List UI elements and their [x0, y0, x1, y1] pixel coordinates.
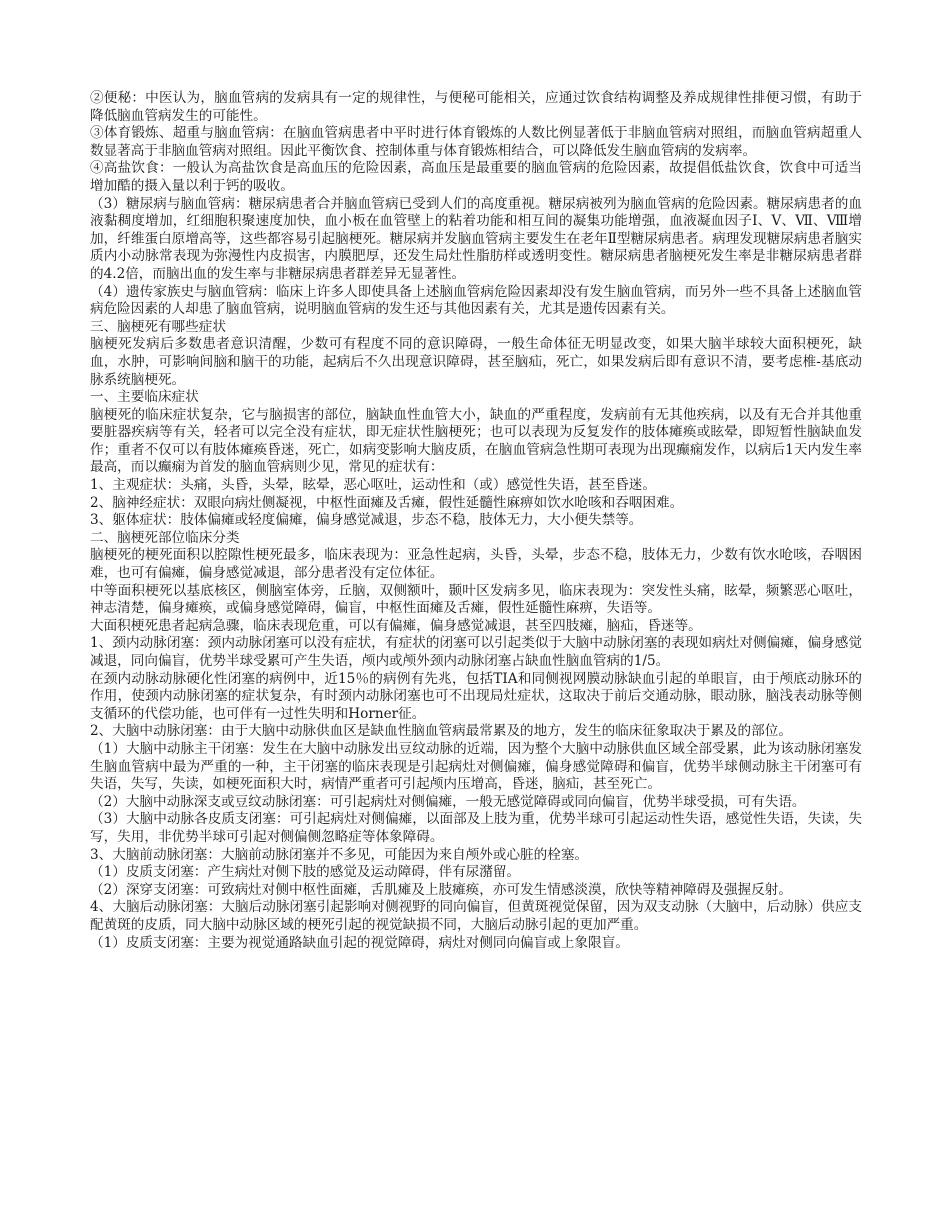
paragraph-aca-cortical-branch: （1）皮质支闭塞：产生病灶对侧下肢的感觉及运动障碍，伴有尿潴留。 [90, 864, 521, 881]
heading-location-classification: 二、脑梗死部位临床分类 [90, 529, 240, 546]
list-item-anterior-cerebral: 3、大脑前动脉闭塞：大脑前动脉闭塞并不多见，可能因为来自颅外或心脏的栓塞。 [90, 846, 589, 863]
heading-symptoms: 三、脑梗死有哪些症状 [90, 318, 226, 335]
paragraph-carotid-sclerosis: 在颈内动脉动脉硬化性闭塞的病例中，近15％的病例有先兆，包括TIA和同侧视网膜动脉缺血引起的单眼盲，由于颅底动脉环的作用，使颈内动脉闭塞的症状复杂，有时颈内动脉闭塞也可不出现局灶症状，这取决于前后交通动脉，眼动脉，脑浅表动脉等侧支循环的代偿功能，也可伴有一过性失明和Horner征。 [90, 670, 862, 722]
paragraph-mca-trunk: （1）大脑中动脉主干闭塞：发生在大脑中动脉发出豆纹动脉的近端，因为整个大脑中动脉供血区域全部受累，此为该动脉闭塞发生脑血管病中最为严重的一种，主干闭塞的临床表现是引起病灶对侧偏瘫，偏身感觉障碍和偏盲，优势半球侧动脉主干闭塞可有失语，失写，失读，如梗死面积大时，病情严重者可引起颅内压增高，昏迷，脑疝，甚至死亡。 [90, 740, 862, 793]
paragraph-heredity: （4）遗传家族史与脑血管病：临床上许多人即使具备上述脑血管病危险因素却没有发生脑血管病，而另外一些不具备上述脑血管病危险因素的人却患了脑血管病，说明脑血管病的发生还与其他因素有关，尤其是遗传因素有关。 [90, 283, 862, 318]
paragraph-exercise-overweight: ③体育锻炼、超重与脑血管病：在脑血管病患者中平时进行体育锻炼的人数比例显著低于非脑血管病对照组，而脑血管病超重人数显著高于非脑血管病对照组。因此平衡饮食、控制体重与体育锻炼相结合，可以降低发生脑血管病的发病率。 [90, 125, 862, 159]
list-item-posterior-cerebral: 4、大脑后动脉闭塞：大脑后动脉闭塞引起影响对侧视野的同向偏盲，但黄斑视觉保留，因为双支动脉（大脑中，后动脉）供应支配黄斑的皮质，同大脑中动脉区域的梗死引起的视觉缺损不同，大脑后动脉引起的更加严重。 [90, 899, 862, 933]
paragraph-clinical-symptoms: 脑梗死的临床症状复杂，它与脑损害的部位，脑缺血性血管大小，缺血的严重程度，发病前有无其他疾病，以及有无合并其他重要脏器疾病等有关，轻者可以完全没有症状，即无症状性脑梗死；也可以表现为反复发作的肢体瘫痪或眩晕，即短暂性脑缺血发作；重者不仅可以有肢体瘫痪昏迷，死亡，如病变影响大脑皮质，在脑血管病急性期可表现为出现癫痫发作，以病后1天内发生率最高，而以癫痫为首发的脑血管病则少见，常见的症状有： [90, 406, 862, 476]
paragraph-mca-deep-branch: （2）大脑中动脉深支或豆纹动脉闭塞：可引起病灶对侧偏瘫，一般无感觉障碍或同向偏盲，优势半球受损，可有失语。 [90, 793, 806, 810]
paragraph-lacunar-infarct: 脑梗死的梗死面积以腔隙性梗死最多，临床表现为：亚急性起病，头昏，头晕，步态不稳，肢体无力，少数有饮水呛咳，吞咽困难，也可有偏瘫，偏身感觉减退，部分患者没有定位体征。 [90, 547, 862, 582]
list-item-cranial-nerve-symptoms: 2、脑神经症状：双眼向病灶侧凝视，中枢性面瘫及舌瘫，假性延髓性麻痹如饮水呛咳和吞咽困难。 [90, 494, 684, 511]
list-item-internal-carotid: 1、颈内动脉闭塞：颈内动脉闭塞可以没有症状，有症状的闭塞可以引起类似于大脑中动脉闭塞的表现如病灶对侧偏瘫，偏身感觉减退，同向偏盲，优势半球受累可产生失语，颅内或颅外颈内动脉闭塞占缺血性脑血管病的1/5。 [90, 635, 862, 669]
list-item-middle-cerebral: 2、大脑中动脉闭塞：由于大脑中动脉供血区是缺血性脑血管病最常累及的地方，发生的临床征象取决于累及的部位。 [90, 723, 792, 740]
paragraph-large-infarct: 大面积梗死患者起病急骤，临床表现危重，可以有偏瘫，偏身感觉减退，甚至四肢瘫，脑疝，昏迷等。 [90, 617, 702, 634]
paragraph-pca-cortical-branch: （1）皮质支闭塞：主要为视觉通路缺血引起的视觉障碍，病灶对侧同向偏盲或上象限盲。 [90, 934, 629, 951]
heading-main-clinical-symptoms: 一、主要临床症状 [90, 389, 199, 406]
list-item-body-symptoms: 3、躯体症状：肢体偏瘫或轻度偏瘫，偏身感觉减退，步态不稳，肢体无力，大小便失禁等。 [90, 512, 643, 529]
paragraph-mca-cortical-branch: （3）大脑中动脉各皮质支闭塞：可引起病灶对侧偏瘫，以面部及上肢为重，优势半球可引起运动性失语，感觉性失语，失读，失写，失用，非优势半球可引起对侧偏侧忽略症等体象障碍。 [90, 811, 862, 845]
document-body [90, 90, 862, 952]
paragraph-aca-deep-branch: （2）深穿支闭塞：可致病灶对侧中枢性面瘫，舌肌瘫及上肢瘫痪，亦可发生情感淡漠，欣快等精神障碍及强握反射。 [90, 881, 792, 898]
paragraph-symptoms-intro: 脑梗死发病后多数患者意识清醒，少数可有程度不同的意识障碍，一般生命体征无明显改变，如果大脑半球较大面积梗死，缺血，水肿，可影响间脑和脑干的功能，起病后不久出现意识障碍，甚至脑疝，死亡，如果发病后即有意识不清，要考虑椎-基底动脉系统脑梗死。 [90, 336, 862, 388]
paragraph-medium-infarct: 中等面积梗死以基底核区，侧脑室体旁，丘脑，双侧额叶，颞叶区发病多见，临床表现为：突发性头痛，眩晕，频繁恶心呕吐，神志清楚，偏身瘫痪，或偏身感觉障碍，偏盲，中枢性面瘫及舌瘫，假性延髓性麻痹，失语等。 [90, 582, 862, 617]
paragraph-constipation: ②便秘：中医认为，脑血管病的发病具有一定的规律性，与便秘可能相关，应通过饮食结构调整及养成规律性排便习惯，有助于降低脑血管病发生的可能性。 [90, 90, 862, 124]
list-item-subjective-symptoms: 1、主观症状：头痛，头昏，头晕，眩晕，恶心呕吐，运动性和（或）感觉性失语，甚至昏迷。 [90, 477, 656, 494]
paragraph-diabetes: （3）糖尿病与脑血管病：糖尿病患者合并脑血管病已受到人们的高度重视。糖尿病被列为脑血管病的危险因素。糖尿病患者的血液黏稠度增加，红细胞积聚速度加快，血小板在血管壁上的粘着功能和相互间的凝集功能增强，血液凝血因子Ⅰ、Ⅴ、Ⅶ、Ⅷ增加，纤维蛋白原增高等，这些都容易引起脑梗死。糖尿病并发脑血管病主要发生在老年Ⅱ型糖尿病患者。病理发现糖尿病患者脑实质内小动脉常表现为弥漫性内皮损害，内膜肥厚，还发生局灶性脂肪样或透明变性。糖尿病患者脑梗死发生率是非糖尿病患者群的4.2倍，而脑出血的发生率与非糖尿病患者群差异无显著性。 [90, 195, 862, 282]
paragraph-high-salt-diet: ④高盐饮食：一般认为高盐饮食是高血压的危险因素，高血压是最重要的脑血管病的危险因素，故提倡低盐饮食，饮食中可适当增加酷的摄入量以利于钙的吸收。 [90, 160, 862, 194]
